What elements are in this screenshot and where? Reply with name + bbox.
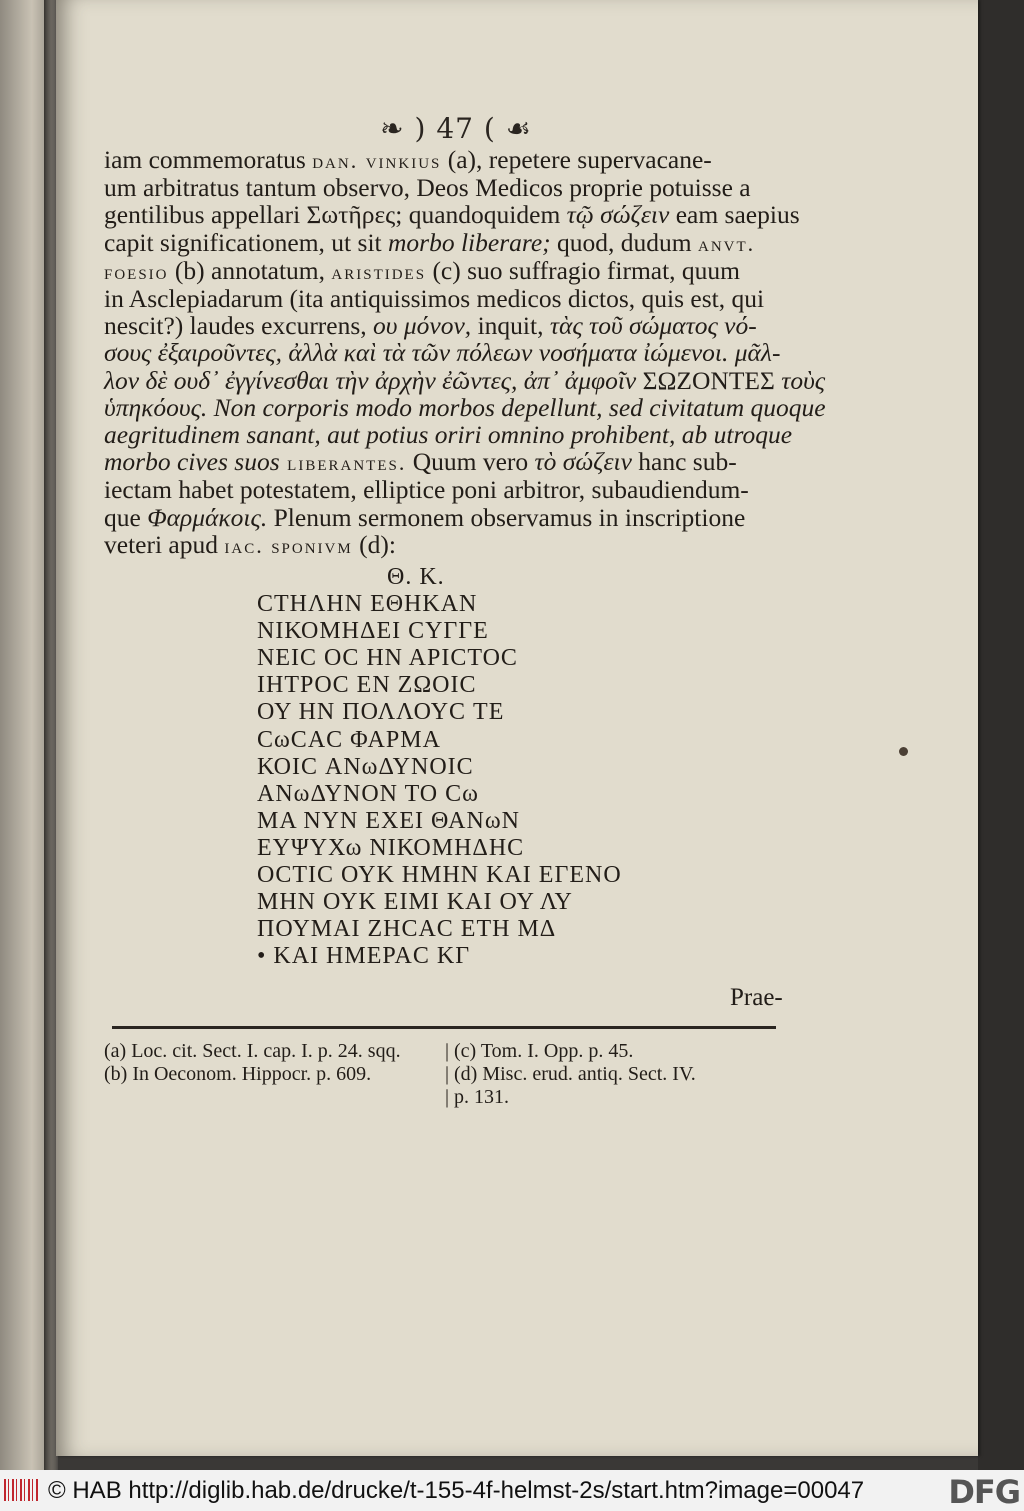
text-span: (a), repetere supervacane- (441, 145, 712, 174)
text-span: aristides (331, 258, 427, 284)
inscription-line: CωCΑC ΦΑΡΜΑ (257, 726, 441, 753)
text-span: que (104, 502, 148, 532)
text-span: ὑπηκόους. (104, 392, 208, 422)
footnote-right: p. 131. (454, 1086, 509, 1108)
text-span: capit significationem, ut sit (104, 227, 388, 257)
text-span: hanc sub- (631, 447, 737, 477)
text-span: Φαρμάκοις. (147, 502, 268, 532)
footnotes (104, 1040, 794, 1109)
text-line (104, 312, 794, 339)
inscription-line: ΙΗΤΡΟC ΕΝ ΖΩΟΙC (257, 672, 477, 699)
inscription-line: ΕΥΨΥΧω ΝΙΚΟΜΗΔΗC (257, 834, 525, 861)
footnote-row (104, 1040, 794, 1063)
text-span: iac. sponivm (224, 532, 353, 558)
text-span: anvt. (698, 230, 756, 256)
footnote-row (104, 1063, 794, 1086)
text-span: ου μόνον, (373, 311, 472, 341)
text-line (104, 229, 794, 257)
footnote-right: (d) Misc. erud. antiq. Sect. IV. (454, 1063, 696, 1085)
inscription-line: ΜΗΝ ΟΥΚ ΕΙΜΙ ΚΑΙ ΟΥ ΛΥ (257, 889, 573, 916)
source-url[interactable]: © HAB http://diglib.hab.de/drucke/t-155-4f-helmst-2s/start.htm?image=00047 (48, 1477, 865, 1504)
text-span: inquit, (471, 311, 550, 341)
text-line (104, 146, 794, 174)
text-line (104, 339, 794, 366)
text-span: iam commemoratus (104, 145, 313, 174)
footnote-left (104, 1086, 440, 1109)
text-span: σους ἐξαιροῦντες, ἀλλὰ καὶ τὰ τῶν πόλεων νοσήματα ἰώμενοι. μᾶλ- (104, 338, 781, 368)
text-span: (b) annotatum, (168, 255, 332, 285)
text-line (104, 476, 794, 503)
text-line (104, 448, 794, 476)
text-span: foesio (104, 258, 169, 284)
text-span: gentilibus appellari Σωτῆρες; quandoquidem (104, 200, 567, 230)
text-line (104, 174, 794, 201)
footnote-separator: | (444, 1040, 449, 1062)
inscription-line: ΝΙΚΟΜΗΔΕΙ CΥΓΓΕ (257, 618, 489, 645)
footnote-separator: | (444, 1086, 449, 1108)
text-line (104, 285, 794, 312)
text-span: in Asclepiadarum (ita antiquissimos medicos dictos, quis est, qui (104, 284, 765, 314)
greek-inscription (257, 564, 697, 970)
inscription-line: ΑΝωΔΥΝΟΝ ΤΟ Cω (257, 780, 479, 807)
dfg-logo: DFG (948, 1473, 1020, 1511)
text-span: (c) suo suffragio firmat, quum (426, 255, 741, 285)
barcode-icon (4, 1479, 38, 1501)
text-span: iectam habet potestatem, elliptice poni arbitror, subaudiendum- (104, 475, 749, 505)
text-span: aegritudinem sanant, aut potius oriri omnino prohibent, ab utroque (104, 420, 793, 450)
catchword: Prae- (730, 984, 783, 1011)
text-span: veteri apud (104, 529, 225, 559)
text-span: τοὺς (781, 365, 826, 395)
inscription-line: CΤΗΛΗΝ ΕΘΗΚΑΝ (257, 591, 478, 618)
inscription-line: ΝΕΙC ΟC ΗΝ ΑΡΙCΤΟC (257, 645, 518, 672)
text-line (104, 504, 794, 531)
text-span: um arbitratus tantum observo, Deos Medicos proprie potuisse a (104, 173, 751, 203)
footnote-right: (c) Tom. I. Opp. p. 45. (454, 1040, 634, 1062)
scan-background (978, 0, 1024, 1470)
text-span: nescit?) laudes excurrens, (104, 311, 374, 341)
inscription-line: ΠΟΥΜΑΙ ΖΗCΑC ΕΤΗ ΜΔ (257, 916, 557, 943)
inscription-line: • ΚΑΙ ΗΜΕΡΑC ΚΓ (257, 943, 471, 970)
footnote-row (104, 1086, 794, 1109)
text-line (104, 392, 826, 422)
text-span: ΣΩΖΟΝΤΕΣ (636, 365, 782, 395)
page-header: ❧ ) 47 ( ☙ (380, 112, 532, 145)
text-line (104, 531, 794, 559)
viewer-footer (0, 1470, 1024, 1511)
body-text (104, 145, 826, 559)
footnote-left: (b) In Oeconom. Hippocr. p. 609. (104, 1063, 372, 1085)
inscription-line: ΟΥ ΗΝ ΠΟΛΛΟΥC ΤΕ (257, 699, 505, 726)
text-span: λον δὲ ουδ᾽ ἐγγίνεσθαι τὴν ἀρχὴν ἐῶντες, ἀπ᾽ ἀμφοῖν (104, 365, 637, 395)
text-span: liberantes. (279, 450, 407, 476)
text-line (104, 200, 800, 230)
footnote-left: (a) Loc. cit. Sect. I. cap. I. p. 24. sqq. (104, 1040, 401, 1062)
inscription-line: ΚΟΙC ΑΝωΔΥΝΟΙC (257, 753, 474, 780)
text-line (104, 257, 794, 285)
text-span: τὰς τοῦ σώματος νό- (549, 311, 757, 341)
ink-spot (899, 747, 908, 756)
text-span: dan. vinkius (312, 148, 442, 173)
text-span: (d): (352, 529, 396, 559)
text-line (104, 421, 794, 448)
text-span: morbo liberare; (388, 227, 551, 257)
text-span: morbo cives suos (104, 447, 280, 477)
inscription-line: ΟCΤΙC ΟΥΚ ΗΜΗΝ ΚΑΙ ΕΓΕΝΟ (257, 862, 622, 889)
text-span: τῷ σώζειν (566, 200, 670, 230)
text-span: Non corporis modo morbos depellunt, sed civitatum quoque (213, 392, 826, 422)
inscription-line: ΜΑ ΝΥΝ ΕΧΕΙ ΘΑΝωΝ (257, 807, 520, 834)
text-span: Quum vero (406, 447, 535, 477)
text-span: eam saepius (669, 200, 800, 230)
inscription-line: Θ. Κ. (387, 564, 445, 590)
text-span: τὸ σώζειν (534, 447, 632, 477)
text-span: quod, dudum (550, 227, 699, 257)
footnote-rule (112, 1026, 776, 1029)
footnote-separator: | (444, 1063, 449, 1085)
text-span: Plenum sermonem observamus in inscriptione (267, 502, 746, 532)
text-line (104, 365, 826, 395)
